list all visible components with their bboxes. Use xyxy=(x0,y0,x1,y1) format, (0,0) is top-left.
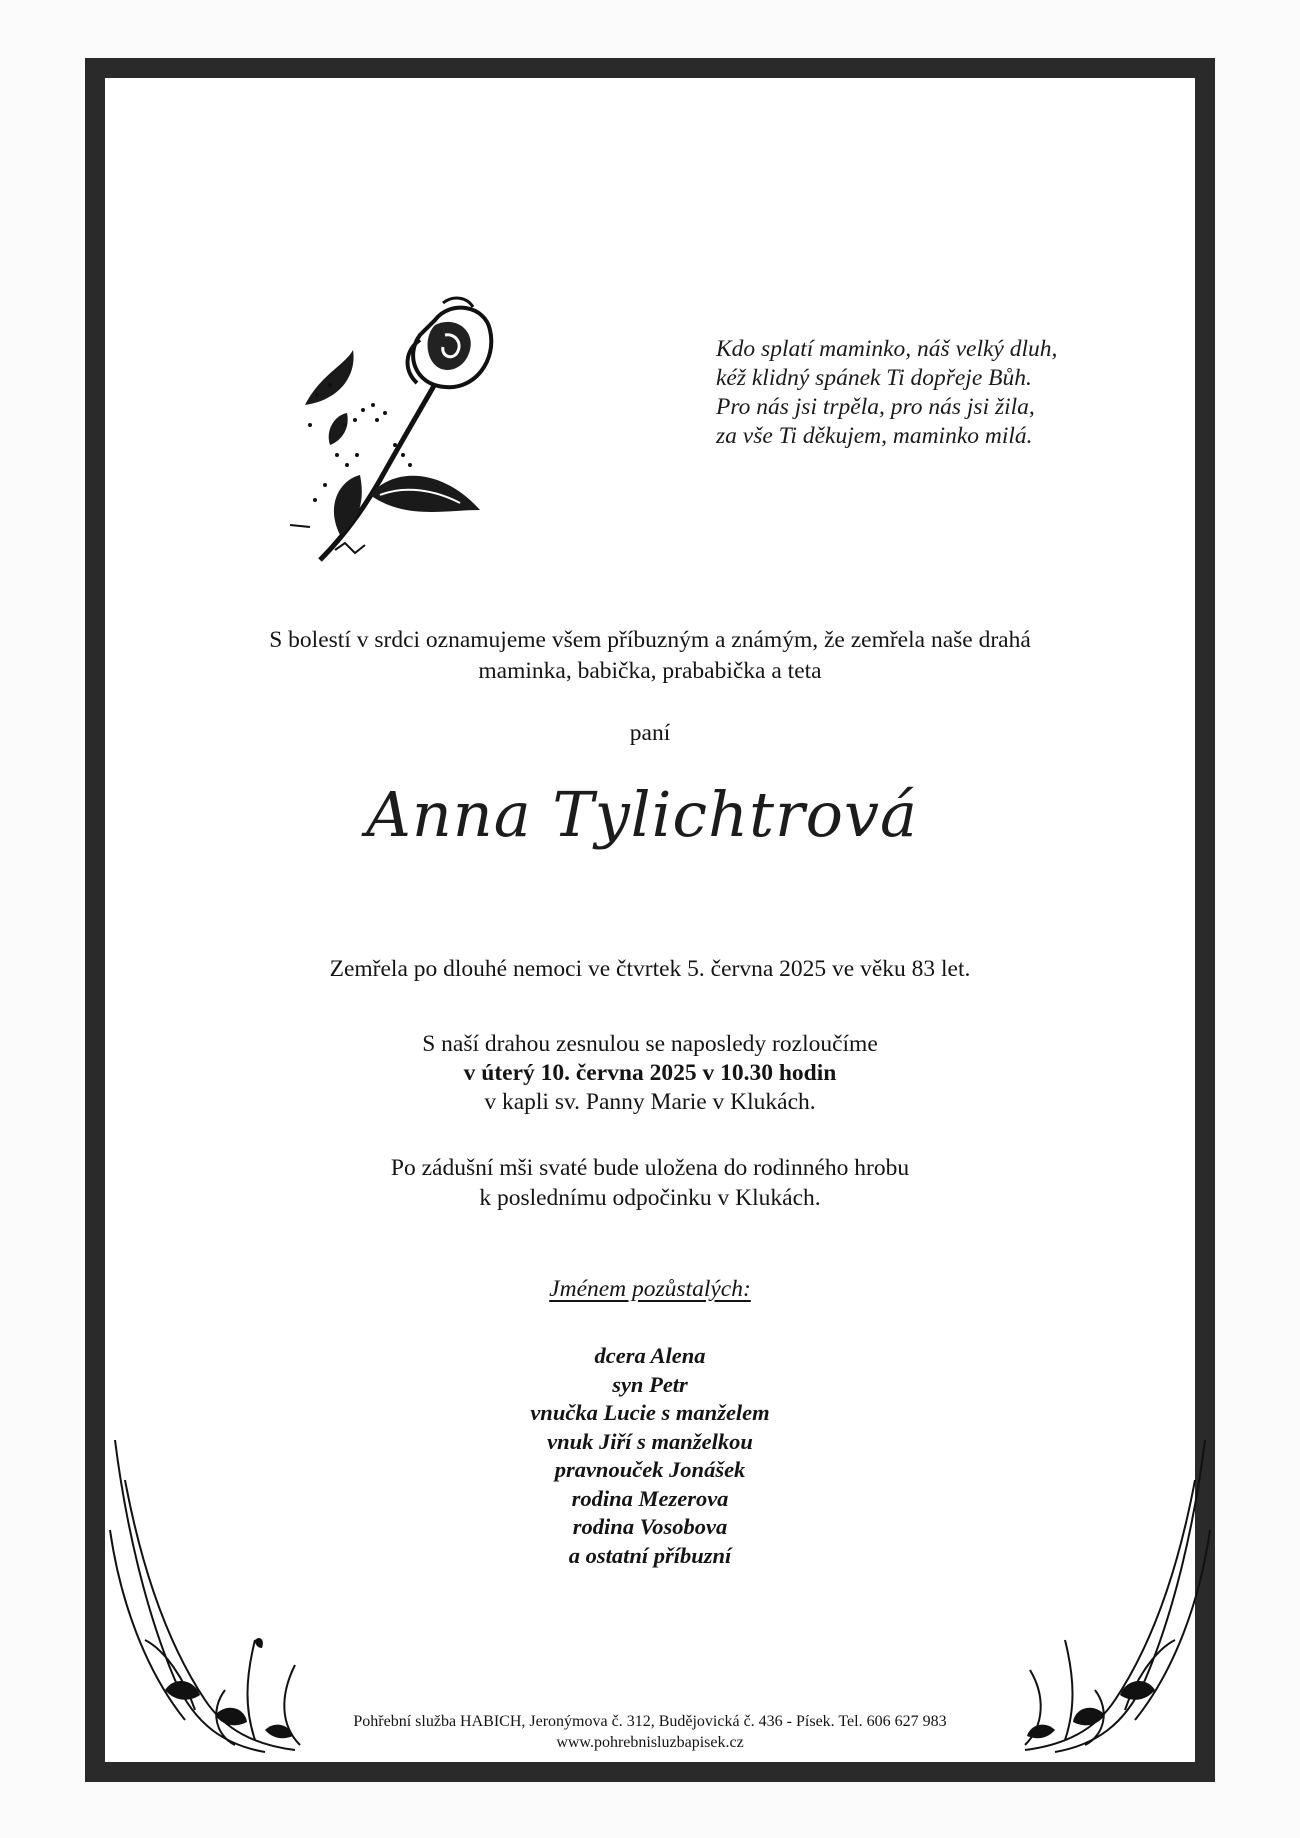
farewell-place: v kapli sv. Panny Marie v Klukách. xyxy=(484,1089,816,1115)
burial-line-1: Po zádušní mši svaté bude uložena do rodinného hrobu xyxy=(390,1155,910,1181)
poem-line: Kdo splatí maminko, náš velký dluh, xyxy=(716,336,1058,362)
survivor-entry: pravnouček Jonášek xyxy=(554,1457,746,1482)
farewell-line: S naší drahou zesnulou se naposledy rozloučíme xyxy=(422,1031,878,1057)
survivor-entry: vnuk Jiří s manželkou xyxy=(547,1428,753,1454)
farewell-datetime: v úterý 10. června 2025 v 10.30 hodin xyxy=(463,1060,837,1086)
title-pani: paní xyxy=(629,720,671,746)
survivor-entry: rodina Vosobova xyxy=(572,1514,728,1539)
poem-line: Pro nás jsi trpěla, pro nás jsi žila, xyxy=(716,394,1035,420)
survivor-entry: rodina Mezerova xyxy=(571,1485,729,1511)
survivor-entry: dcera Alena xyxy=(594,1343,706,1368)
announcement-line-1: S bolestí v srdci oznamujeme všem příbuzným a známým, že zemřela naše drahá xyxy=(269,627,1031,653)
poem-line: kéž klidný spánek Ti dopřeje Bůh. xyxy=(716,365,1032,391)
poem xyxy=(716,335,1136,451)
poem-line: za vše Ti děkujem, maminko milá. xyxy=(716,423,1033,449)
footer-contact: Pohřební služba HABICH, Jeronýmova č. 312, Budějovická č. 436 - Písek. Tel. 606 627 983 xyxy=(353,1713,947,1730)
survivor-entry: syn Petr xyxy=(612,1371,688,1397)
announcement-line-2: maminka, babička, prababička a teta xyxy=(478,658,822,684)
footer-website[interactable]: www.pohrebnisluzbapisek.cz xyxy=(556,1734,744,1751)
survivor-entry: a ostatní příbuzní xyxy=(568,1542,732,1568)
deceased-name: Anna Tylichtrová xyxy=(366,778,918,851)
survivors-heading: Jménem pozůstalých: xyxy=(549,1276,751,1302)
burial-line-2: k poslednímu odpočinku v Klukách. xyxy=(479,1185,821,1211)
death-info: Zemřela po dlouhé nemoci ve čtvrtek 5. června 2025 ve věku 83 let. xyxy=(329,956,971,982)
rose-icon xyxy=(285,295,495,575)
survivor-entry: vnučka Lucie s manželem xyxy=(530,1400,770,1425)
